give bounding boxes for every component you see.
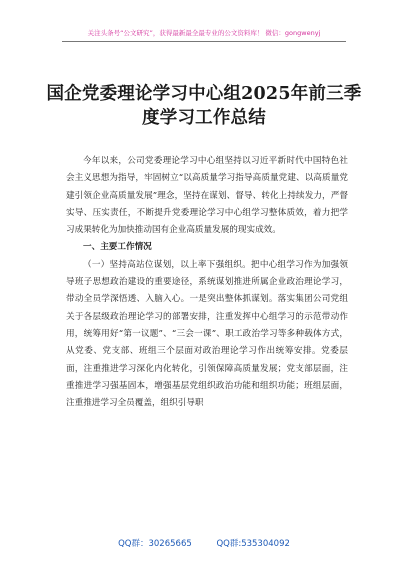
section-heading: 一、主要工作情况 xyxy=(83,242,152,253)
document-body xyxy=(66,153,348,412)
footer-qq-group-2: QQ群:535304092 xyxy=(216,539,290,549)
header-divider xyxy=(62,41,346,42)
document-title: 国企党委理论学习中心组2025年前三季度学习工作总结 xyxy=(46,84,362,128)
section-paragraph: （一）坚持高站位谋划，以上率下强组织。把中心组学习作为加强领导班子思想政治建设的重要途径，系统谋划推进所属企业政治理论学习，带动全员学深悟透、入脑入心。一是突出整体抓谋划。落实集团公司党组关于各层级政治理论学习的部署安排，注重发挥中心组学习的示范带动作用，统筹用好“第一议题”、“三会一课”、职工政治学习等多种载体方式，从党委、党支部、班组三个层面对政治理论学习作出统筹安排。党委层面，注重推进学习深化内化转化，引领保障高质量发展；党支部层面，注重推进学习强基固本，增强基层党组织政治功能和组织功能；班组层面，注重推进学习全员覆盖，组织引导职 xyxy=(66,259,348,409)
footer-qq-group-1: QQ群：30265665 xyxy=(118,539,192,549)
footer xyxy=(0,537,408,549)
header-note: 关注头条号“公文研究”，获得最新最全最专业的公文资料库！ 微信：gongwenyj xyxy=(87,29,321,37)
intro-paragraph: 今年以来，公司党委理论学习中心组坚持以习近平新时代中国特色社会主义思想为指导，牢固树立“以高质量学习指导高质量党建、以高质量党建引领企业高质量发展”理念，坚持在谋划、督导、转化上持续发力，严督实导、压实责任，不断提升党委理论学习中心组学习整体质效，着力把学习成果转化为加快推动国有企业高质量发展的现实成效。 xyxy=(66,156,348,236)
